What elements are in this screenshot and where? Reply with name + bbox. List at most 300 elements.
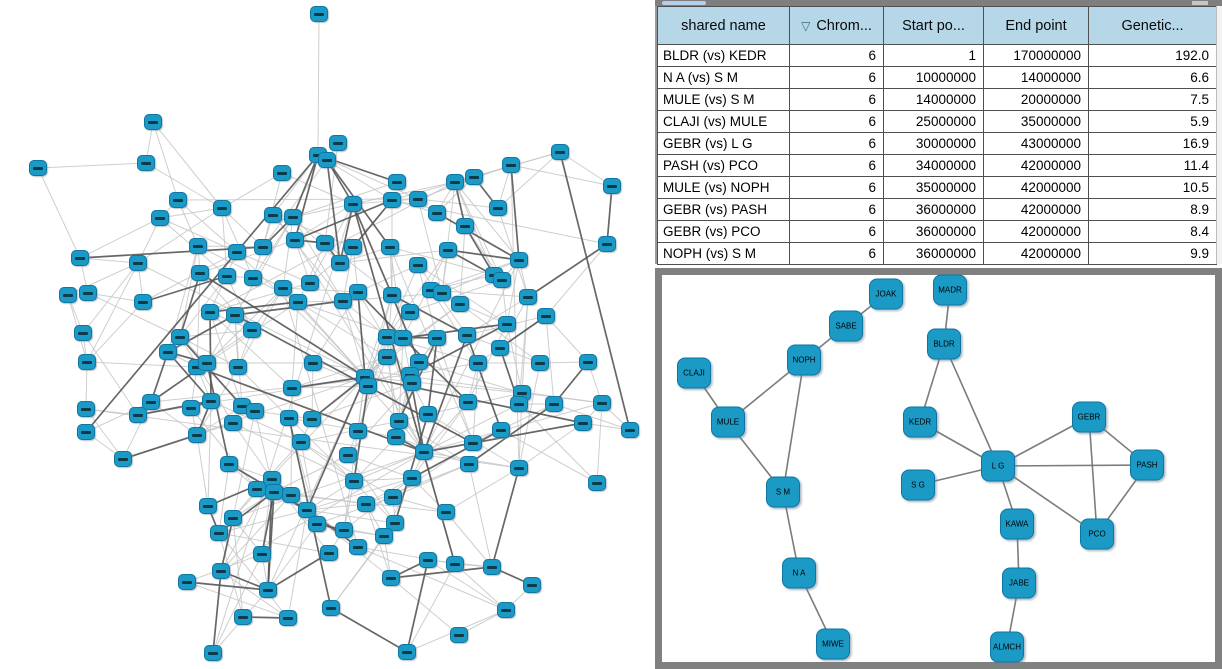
network-node[interactable] — [224, 415, 242, 431]
node-label-smudge — [441, 511, 451, 514]
network-node[interactable] — [253, 546, 271, 562]
network-node[interactable] — [491, 340, 509, 356]
network-node-claji[interactable] — [677, 358, 711, 389]
network-node[interactable] — [134, 294, 152, 310]
table-row[interactable] — [658, 221, 1217, 243]
cell-value: 6 — [790, 221, 884, 243]
network-node[interactable] — [59, 287, 77, 303]
network-node[interactable] — [339, 447, 357, 463]
node-label-smudge — [133, 414, 143, 417]
cell-shared-name: GEBR (vs) PCO — [658, 221, 790, 243]
network-edge — [331, 608, 407, 652]
node-label-smudge — [175, 336, 185, 339]
cell-value: 1 — [884, 45, 984, 67]
network-node[interactable] — [334, 293, 352, 309]
node-label-smudge — [348, 246, 358, 249]
network-node[interactable] — [303, 411, 321, 427]
table-row[interactable] — [658, 177, 1217, 199]
network-node[interactable] — [382, 570, 400, 586]
network-node[interactable] — [537, 308, 555, 324]
node-label-smudge — [324, 552, 334, 555]
network-node[interactable] — [349, 423, 367, 439]
node-label: JABE — [1008, 578, 1029, 588]
node-label-smudge — [602, 243, 612, 246]
edge-attribute-table — [657, 6, 1217, 265]
network-node[interactable] — [329, 135, 347, 151]
network-node[interactable] — [502, 157, 520, 173]
network-node[interactable] — [489, 200, 507, 216]
network-edge — [180, 273, 200, 337]
network-edge — [507, 260, 519, 324]
network-edge — [783, 360, 804, 492]
network-edge — [87, 302, 143, 362]
network-node[interactable] — [381, 239, 399, 255]
network-node[interactable] — [201, 304, 219, 320]
node-label-smudge — [214, 532, 224, 535]
network-node[interactable] — [387, 429, 405, 445]
network-node[interactable] — [459, 394, 477, 410]
network-node[interactable] — [318, 152, 336, 168]
node-label-smudge — [501, 609, 511, 612]
network-node[interactable] — [282, 487, 300, 503]
network-node[interactable] — [344, 196, 362, 212]
network-node[interactable] — [159, 344, 177, 360]
network-node[interactable] — [446, 174, 464, 190]
cell-value: 6 — [790, 243, 884, 265]
network-node[interactable] — [349, 539, 367, 555]
network-node[interactable] — [248, 481, 266, 497]
network-edge — [38, 163, 146, 168]
node-label-smudge — [257, 553, 267, 556]
column-header-chrom[interactable] — [790, 7, 884, 45]
cell-shared-name: NOPH (vs) S M — [658, 243, 790, 265]
node-label: ALMCH — [992, 642, 1021, 652]
network-node[interactable] — [182, 400, 200, 416]
node-label: PCO — [1088, 529, 1106, 539]
node-label-smudge — [267, 478, 277, 481]
cell-value: 36000000 — [884, 243, 984, 265]
cell-shared-name: N A (vs) S M — [658, 67, 790, 89]
network-node[interactable] — [621, 422, 639, 438]
node-label: BLDR — [933, 339, 955, 349]
node-label-smudge — [497, 279, 507, 282]
network-node[interactable] — [284, 209, 302, 225]
table-row[interactable] — [658, 133, 1217, 155]
node-label-smudge — [514, 259, 524, 262]
node-label-smudge — [523, 296, 533, 299]
network-node[interactable] — [344, 239, 362, 255]
network-node[interactable] — [289, 294, 307, 310]
node-label-smudge — [232, 251, 242, 254]
network-node[interactable] — [588, 475, 606, 491]
cell-shared-name: MULE (vs) NOPH — [658, 177, 790, 199]
node-label-smudge — [138, 301, 148, 304]
network-node-l-g[interactable] — [981, 451, 1015, 482]
network-node-madr[interactable] — [933, 275, 967, 306]
network-node[interactable] — [446, 556, 464, 572]
table-row[interactable] — [658, 111, 1217, 133]
network-node-joak[interactable] — [869, 279, 903, 310]
cell-value: 25000000 — [884, 111, 984, 133]
network-node[interactable] — [310, 6, 328, 22]
network-node[interactable] — [419, 552, 437, 568]
column-header-startpo[interactable] — [884, 7, 984, 45]
node-label: CLAJI — [683, 368, 705, 378]
network-edge — [522, 297, 528, 393]
network-edge — [387, 357, 399, 421]
network-node[interactable] — [415, 444, 433, 460]
network-node[interactable] — [359, 378, 377, 394]
node-label-smudge — [63, 294, 73, 297]
network-node[interactable] — [213, 200, 231, 216]
node-label-smudge — [382, 336, 392, 339]
network-node[interactable] — [419, 406, 437, 422]
network-node[interactable] — [171, 329, 189, 345]
node-label-smudge — [269, 491, 279, 494]
right-panel — [655, 0, 1222, 669]
network-node[interactable] — [469, 355, 487, 371]
network-node[interactable] — [450, 627, 468, 643]
network-node[interactable] — [383, 287, 401, 303]
network-node-gebr[interactable] — [1072, 402, 1106, 433]
network-node[interactable] — [301, 275, 319, 291]
network-node[interactable] — [465, 169, 483, 185]
node-label-smudge — [379, 535, 389, 538]
network-node[interactable] — [510, 252, 528, 268]
network-node[interactable] — [428, 330, 446, 346]
column-header-label: Genetic... — [1121, 17, 1184, 34]
node-label-smudge — [413, 264, 423, 267]
network-node[interactable] — [264, 207, 282, 223]
node-label-smudge — [496, 429, 506, 432]
cell-value: 43000000 — [984, 133, 1089, 155]
network-edge — [293, 155, 318, 217]
network-edge — [178, 199, 418, 200]
network-node[interactable] — [510, 396, 528, 412]
network-node[interactable] — [254, 239, 272, 255]
node-label-smudge — [592, 482, 602, 485]
network-edge — [944, 344, 998, 466]
cell-value: 5.9 — [1089, 111, 1217, 133]
network-node-n-a[interactable] — [782, 558, 816, 589]
network-node[interactable] — [218, 268, 236, 284]
column-header-endpoint[interactable] — [984, 7, 1089, 45]
network-node[interactable] — [151, 210, 169, 226]
network-node[interactable] — [129, 255, 147, 271]
network-node[interactable] — [79, 285, 97, 301]
network-node[interactable] — [74, 325, 92, 341]
node-label: JOAK — [875, 289, 897, 299]
node-label-smudge — [541, 315, 551, 318]
node-label-smudge — [222, 275, 232, 278]
filter-icon[interactable]: ▽ — [801, 18, 811, 33]
network-node[interactable] — [189, 238, 207, 254]
network-node-almch[interactable] — [990, 632, 1024, 663]
node-label-smudge — [155, 217, 165, 220]
node-label-smudge — [314, 13, 324, 16]
network-node[interactable] — [243, 322, 261, 338]
node-label-smudge — [228, 517, 238, 520]
node-label-smudge — [202, 362, 212, 365]
network-node[interactable] — [234, 609, 252, 625]
node-label-smudge — [493, 207, 503, 210]
network-node[interactable] — [579, 354, 597, 370]
network-node[interactable] — [273, 165, 291, 181]
cell-value: 10000000 — [884, 67, 984, 89]
network-node-jabe[interactable] — [1002, 568, 1036, 599]
network-node-mule[interactable] — [711, 407, 745, 438]
network-node[interactable] — [274, 280, 292, 296]
network-node[interactable] — [464, 435, 482, 451]
node-label-smudge — [83, 292, 93, 295]
network-node[interactable] — [498, 316, 516, 332]
network-node[interactable] — [144, 114, 162, 130]
network-edge — [200, 240, 295, 273]
cell-value: 8.9 — [1089, 199, 1217, 221]
table-row[interactable] — [658, 243, 1217, 265]
network-node[interactable] — [551, 144, 569, 160]
network-node[interactable] — [574, 415, 592, 431]
network-edge — [292, 302, 298, 388]
node-label-smudge — [514, 403, 524, 406]
network-node[interactable] — [246, 403, 264, 419]
node-label-smudge — [195, 272, 205, 275]
network-node[interactable] — [493, 272, 511, 288]
table-row[interactable] — [658, 89, 1217, 111]
node-label: SABE — [835, 321, 857, 331]
network-node[interactable] — [304, 355, 322, 371]
network-node[interactable] — [77, 424, 95, 440]
node-label-smudge — [607, 185, 617, 188]
edge-attribute-table-panel — [655, 6, 1222, 265]
network-node[interactable] — [383, 192, 401, 208]
node-label-smudge — [487, 566, 497, 569]
network-node[interactable] — [286, 232, 304, 248]
scrollbar-thumb[interactable] — [662, 1, 706, 5]
network-node[interactable] — [129, 407, 147, 423]
network-node[interactable] — [593, 395, 611, 411]
network-node[interactable] — [519, 289, 537, 305]
network-node[interactable] — [279, 610, 297, 626]
network-node[interactable] — [345, 473, 363, 489]
node-label-smudge — [454, 634, 464, 637]
network-node[interactable] — [456, 218, 474, 234]
node-label: MULE — [716, 417, 740, 427]
table-row[interactable] — [658, 45, 1217, 67]
network-node[interactable] — [403, 375, 421, 391]
network-node[interactable] — [331, 255, 349, 271]
node-label-smudge — [268, 214, 278, 217]
network-node[interactable] — [212, 563, 230, 579]
node-label-smudge — [277, 172, 287, 175]
node-label-smudge — [407, 477, 417, 480]
cell-value: 16.9 — [1089, 133, 1217, 155]
column-header-genetic[interactable] — [1089, 7, 1217, 45]
network-node[interactable] — [114, 451, 132, 467]
column-header-label: End point — [1005, 17, 1067, 34]
network-node[interactable] — [320, 545, 338, 561]
node-label-smudge — [305, 282, 315, 285]
network-node-kedr[interactable] — [903, 407, 937, 438]
cell-value: 30000000 — [884, 133, 984, 155]
network-node[interactable] — [71, 250, 89, 266]
node-label-smudge — [578, 422, 588, 425]
network-node-s-g[interactable] — [901, 470, 935, 501]
cell-value: 6 — [790, 67, 884, 89]
network-node[interactable] — [322, 600, 340, 616]
network-node[interactable] — [220, 456, 238, 472]
network-node[interactable] — [545, 396, 563, 412]
node-label-smudge — [597, 402, 607, 405]
network-node[interactable] — [460, 456, 478, 472]
network-node[interactable] — [384, 489, 402, 505]
node-label-smudge — [353, 546, 363, 549]
cell-value: 6 — [790, 133, 884, 155]
network-node[interactable] — [210, 525, 228, 541]
table-row[interactable] — [658, 199, 1217, 221]
network-node[interactable] — [497, 602, 515, 618]
network-node[interactable] — [483, 559, 501, 575]
node-label-smudge — [455, 303, 465, 306]
node-label-smudge — [349, 480, 359, 483]
node-label-smudge — [302, 509, 312, 512]
cell-shared-name: PASH (vs) PCO — [658, 155, 790, 177]
network-node[interactable] — [308, 516, 326, 532]
cell-value: 35000000 — [984, 111, 1089, 133]
node-label-smudge — [419, 451, 429, 454]
network-node[interactable] — [292, 434, 310, 450]
network-node[interactable] — [198, 355, 216, 371]
network-node[interactable] — [335, 522, 353, 538]
node-label-smudge — [339, 529, 349, 532]
network-node[interactable] — [204, 645, 222, 661]
network-node[interactable] — [78, 354, 96, 370]
network-node[interactable] — [191, 265, 209, 281]
network-node[interactable] — [409, 257, 427, 273]
cell-value: 42000000 — [984, 177, 1089, 199]
network-node[interactable] — [199, 498, 217, 514]
node-label-smudge — [118, 458, 128, 461]
node-label-smudge — [247, 329, 257, 332]
network-node[interactable] — [598, 236, 616, 252]
node-label-smudge — [353, 291, 363, 294]
node-label-smudge — [468, 442, 478, 445]
network-node[interactable] — [224, 510, 242, 526]
node-label-smudge — [146, 401, 156, 404]
network-node[interactable] — [451, 296, 469, 312]
network-node[interactable] — [375, 528, 393, 544]
network-node[interactable] — [280, 410, 298, 426]
table-row[interactable] — [658, 67, 1217, 89]
node-label-smudge — [296, 441, 306, 444]
network-node[interactable] — [202, 393, 220, 409]
node-label-smudge — [398, 337, 408, 340]
network-node[interactable] — [259, 582, 277, 598]
network-node[interactable] — [378, 349, 396, 365]
network-edge — [80, 218, 160, 258]
network-node[interactable] — [357, 496, 375, 512]
network-node[interactable] — [531, 355, 549, 371]
network-node[interactable] — [403, 470, 421, 486]
node-label-smudge — [432, 212, 442, 215]
network-edge — [403, 324, 507, 338]
network-node[interactable] — [226, 307, 244, 323]
node-label-smudge — [312, 523, 322, 526]
network-node[interactable] — [428, 205, 446, 221]
network-node[interactable] — [603, 178, 621, 194]
node-label-smudge — [385, 246, 395, 249]
network-node-pash[interactable] — [1130, 450, 1164, 481]
network-node[interactable] — [229, 359, 247, 375]
node-label: MIWE — [822, 639, 844, 649]
network-node[interactable] — [29, 160, 47, 176]
network-node[interactable] — [401, 304, 419, 320]
node-label-smudge — [75, 257, 85, 260]
network-node[interactable] — [316, 235, 334, 251]
network-node[interactable] — [409, 191, 427, 207]
network-node[interactable] — [458, 327, 476, 343]
network-node[interactable] — [390, 413, 408, 429]
node-label-smudge — [555, 151, 565, 154]
table-vertical-scrollbar[interactable] — [1216, 6, 1222, 264]
network-node[interactable] — [437, 504, 455, 520]
node-label: S M — [775, 487, 791, 497]
network-node[interactable] — [388, 174, 406, 190]
network-node[interactable] — [228, 244, 246, 260]
network-node-s-m[interactable] — [766, 477, 800, 508]
network-edge — [197, 273, 200, 367]
network-node-miwe[interactable] — [816, 629, 850, 660]
node-label-smudge — [495, 347, 505, 350]
network-node[interactable] — [283, 380, 301, 396]
node-label-smudge — [392, 181, 402, 184]
node-label-smudge — [382, 356, 392, 359]
network-node[interactable] — [439, 242, 457, 258]
table-row[interactable] — [658, 155, 1217, 177]
node-label-smudge — [252, 488, 262, 491]
node-label-smudge — [287, 387, 297, 390]
network-edge — [298, 302, 387, 357]
network-node[interactable] — [510, 460, 528, 476]
network-node[interactable] — [188, 427, 206, 443]
network-node-pco[interactable] — [1080, 519, 1114, 550]
node-label-smudge — [148, 121, 158, 124]
network-node[interactable] — [492, 422, 510, 438]
network-node[interactable] — [523, 577, 541, 593]
network-node-sabe[interactable] — [829, 311, 863, 342]
network-node[interactable] — [77, 401, 95, 417]
network-node[interactable] — [398, 644, 416, 660]
column-header-sharedname[interactable] — [658, 7, 790, 45]
node-label-smudge — [193, 245, 203, 248]
network-node[interactable] — [394, 330, 412, 346]
node-label-smudge — [206, 400, 216, 403]
cell-value: 7.5 — [1089, 89, 1217, 111]
network-node[interactable] — [137, 155, 155, 171]
network-node[interactable] — [265, 484, 283, 500]
network-node-bldr[interactable] — [927, 329, 961, 360]
network-node[interactable] — [244, 270, 262, 286]
node-label-smudge — [413, 198, 423, 201]
cell-value: 6 — [790, 177, 884, 199]
network-node-noph[interactable] — [787, 345, 821, 376]
node-label-smudge — [203, 505, 213, 508]
network-node[interactable] — [433, 285, 451, 301]
node-label-smudge — [335, 262, 345, 265]
network-node[interactable] — [178, 574, 196, 590]
network-node-kawa[interactable] — [1000, 509, 1034, 540]
network-node[interactable] — [169, 192, 187, 208]
